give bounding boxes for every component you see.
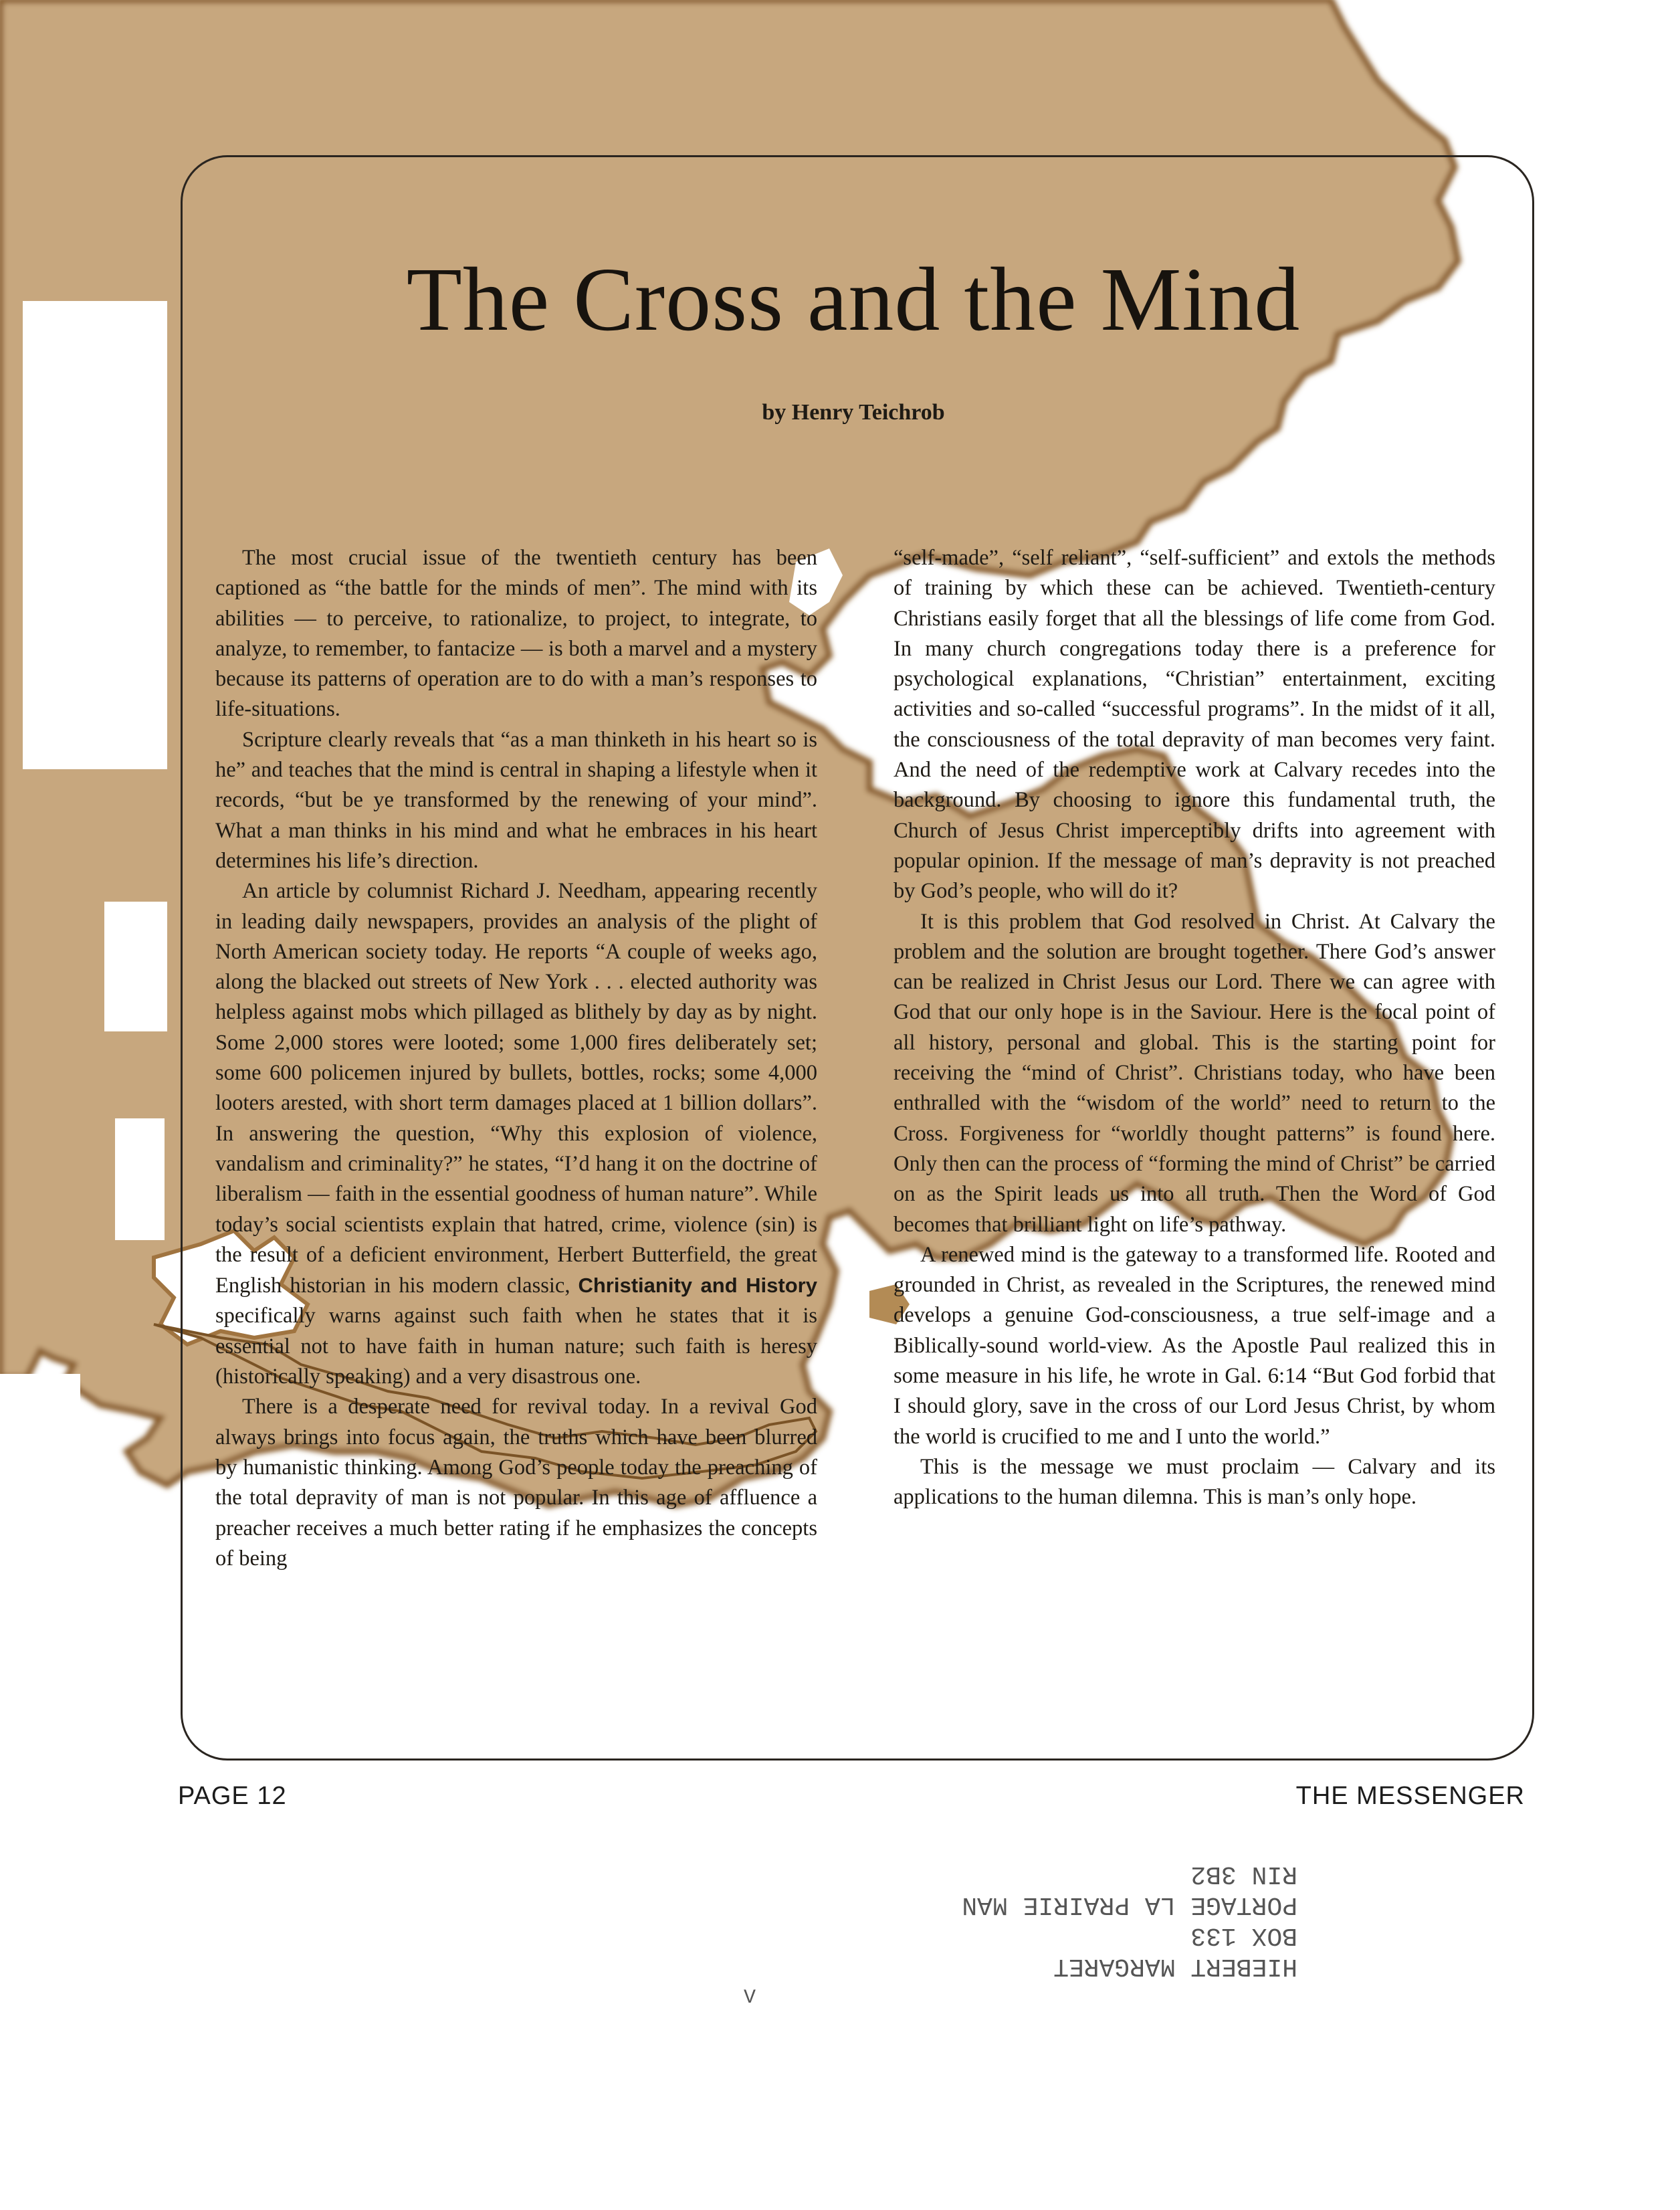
paragraph: Scripture clearly reveals that “as a man thinketh in his heart so is he” and teaches that the mind is central in shaping a lifestyle when it records, “but be ye transformed by the renewing of your mind”. What a man thinks in his mind and what he embraces in his heart determines his life’s direction. — [215, 727, 817, 873]
paragraph: It is this problem that God resolved in Christ. At Calvary the problem and the solution are brought together. There God’s answer can be realized in Christ Jesus our Lord. There we can agree with God that our only hope is in the Saviour. Here is the focal point of all history, personal and global. This is the starting point for receiving the “mind of Christ”. Christians today, who have been enthralled with the “wisdom of the world” need to return to the Cross. Forgiveness for “worldly thought patterns” is found here. Only then can the process of “forming the mind of Christ” be carried on as the Spirit leads us into all truth. Then the Word of God becomes that brilliant light on life’s pathway. — [894, 909, 1495, 1237]
paragraph-text: specifically warns against such faith when he states that it is essential not to have faith in human nature; such faith is heresy (historically speaking) and a very disastrous one. — [215, 1304, 817, 1389]
redaction-block-2 — [104, 902, 167, 1031]
redaction-block-3 — [115, 1118, 165, 1240]
mailing-address-label — [883, 1858, 1297, 1981]
redaction-block-4 — [0, 1374, 80, 1443]
address-line: BOX 133 — [1190, 1921, 1297, 1950]
paragraph-text: An article by columnist Richard J. Needham, appearing recently in leading daily newspapers, provides an analysis of the plight of North American society today. He reports “A couple of weeks ago, along the blacked out streets of New York . . . elected authority was helpless against mobs which pillaged as blithely by day as by night. Some 2,000 stores were looted; some 1,000 fires deliberately set; some 600 policemen injured by bullets, bottles, rocks; some 4,000 looters arested, with short term damages placed at 1 billion dollars”. In answering the question, “Why this explosion of violence, vandalism and criminality?” he states, “I’d hang it on the doctrine of liberalism — faith in the essential goodness of human nature”. While today’s social scientists explain that hatred, crime, violence (sin) is the result of a deficient environment, Herbert Butterfield, the great English historian in his modern classic, — [215, 879, 817, 1298]
address-line: HIEBERT MARGARET — [1053, 1952, 1297, 1981]
book-title: Christianity and History — [578, 1274, 817, 1298]
magazine-name: THE MESSENGER — [1295, 1782, 1525, 1810]
redaction-block-1 — [23, 301, 167, 769]
paragraph: This is the message we must proclaim — Calvary and its applications to the human dilemna. This is man’s only hope. — [894, 1454, 1495, 1510]
small-mark: V — [744, 1987, 756, 2009]
page-number: PAGE 12 — [178, 1782, 287, 1810]
right-column — [894, 543, 1495, 1513]
paragraph: A renewed mind is the gateway to a transformed life. Rooted and grounded in Christ, as revealed in the Scriptures, the renewed mind develops a genuine God-consciousness, a true self-image and a Biblically-sound world-view. As the Apostle Paul realized this in some measure in his life, he wrote in Gal. 6:14 “But God forbid that I should glory, save in the cross of our Lord Jesus Christ, by whom the world is crucified to me and I unto the world.” — [894, 1242, 1495, 1449]
article-title: The Cross and the Mind — [406, 249, 1301, 350]
paragraph: There is a desperate need for revival today. In a revival God always brings into focus again, the truths which have been blurred by humanistic thinking. Among God’s people today the preaching of the total depravity of man is not popular. In this age of affluence a preacher receives a much better rating if he emphasizes the concepts of being — [215, 1395, 817, 1571]
byline: by Henry Teichrob — [762, 400, 945, 425]
paragraph: “self-made”, “self reliant”, “self-sufficient” and extols the methods of training by which these can be achieved. Twentieth-century Christians easily forget that all the blessings of life come from God. In many church congregations today there is a preference for psychological explanations, “Christian” entertainment, exciting activities and so-called “successful programs”. In the midst of it all, the consciousness of the total depravity of man becomes very faint. And the need of the redemptive work at Calvary recedes into the background. By choosing to ignore this fundamental truth, the Church of Jesus Christ imperceptibly drifts into agreement with popular opinion. If the message of man’s depravity is not preached by God’s people, who will do it? — [894, 546, 1495, 904]
paragraph: The most crucial issue of the twentieth century has been captioned as “the battle for the minds of men”. The mind with its abilities — to perceive, to rationalize, to project, to integrate, to analyze, to remember, to fantacize — is both a marvel and a mystery because its patterns of operation are to do with a man’s responses to life-situations. — [215, 546, 817, 722]
address-line: RIN 3B2 — [1190, 1860, 1297, 1888]
left-column — [215, 543, 817, 1574]
address-line: PORTAGE LA PRAIRIE MAN — [962, 1890, 1297, 1919]
paragraph — [215, 876, 817, 1392]
